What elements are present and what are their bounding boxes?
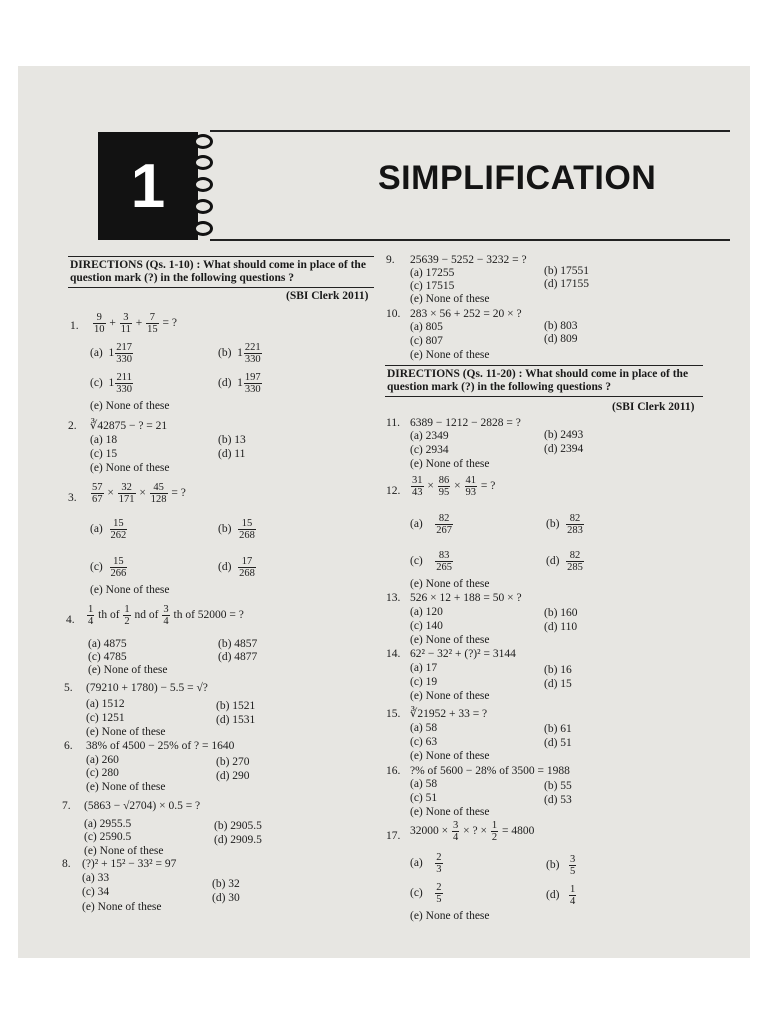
option-d: (d) $\frac{82}{285}$ [546, 550, 583, 573]
option-e: (e) None of these [410, 349, 490, 361]
option-e: (e) None of these [410, 293, 490, 305]
option-d: (d) $\frac{1}{4}$ [546, 884, 576, 907]
question-number: 13. [386, 592, 401, 604]
question-4-text: $\frac{1}{4}$ th of $\frac{1}{2}$ nd of $\frac{3}{4}$ th of 52000 = ? [88, 604, 244, 627]
directions-11-20: DIRECTIONS (Qs. 11-20) : What should come in place of the question mark (?) in the following questions ? [385, 365, 703, 397]
option-b: (b) $\frac{82}{283}$ [546, 513, 583, 536]
question-17-text: 32000 × $\frac{3}{4}$ × ? × $\frac{1}{2}$ = 4800 [410, 820, 535, 843]
option-b: (b) 32 [212, 878, 240, 890]
option-c: (c) 280 [86, 767, 119, 779]
option-e: (e) None of these [410, 690, 490, 702]
option-c: (c) 4785 [88, 651, 127, 663]
option-d: (d) $\frac{17}{268}$ [218, 556, 255, 579]
option-b: (b) 270 [216, 756, 250, 768]
option-d: (d) 809 [544, 333, 578, 345]
option-d: (d) 2394 [544, 443, 584, 455]
option-a: (a) $\frac{82}{267}$ [410, 513, 453, 536]
chapter-number: 1 [130, 152, 166, 221]
question-5-text: (79210 + 1780) − 5.5 = √? [86, 682, 208, 694]
binding-ring-icon [193, 199, 213, 214]
option-a: (a) 4875 [88, 638, 127, 650]
option-d: (d) 4877 [218, 651, 258, 663]
question-number: 2. [68, 420, 77, 432]
option-d: (d) 1 $\frac{197}{330}$ [218, 372, 261, 395]
question-number: 7. [62, 800, 71, 812]
option-c: (c) 63 [410, 736, 438, 748]
question-number: 12. [386, 485, 401, 497]
option-b: (b) 803 [544, 320, 578, 332]
option-b: (b) 1 $\frac{221}{330}$ [218, 342, 261, 365]
question-16-text: ?% of 5600 − 28% of 3500 = 1988 [410, 765, 570, 777]
option-a: (a) 260 [86, 754, 119, 766]
option-b: (b) 1521 [216, 700, 256, 712]
source-note: (SBI Clerk 2011) [286, 290, 369, 302]
option-e: (e) None of these [410, 634, 490, 646]
question-13-text: 526 × 12 + 188 = 50 × ? [410, 592, 522, 604]
option-b: (b) 17551 [544, 265, 590, 277]
option-a: (a) $\frac{15}{262}$ [90, 518, 127, 541]
option-e: (e) None of these [410, 458, 490, 470]
question-number: 5. [64, 682, 73, 694]
question-15-text: ∛21952 + 33 = ? [410, 708, 488, 720]
binding-ring-icon [193, 177, 213, 192]
chapter-title: SIMPLIFICATION [378, 159, 657, 197]
option-a: (a) 120 [410, 606, 443, 618]
option-b: (b) 13 [218, 434, 246, 446]
option-c: (c) 2934 [410, 444, 449, 456]
option-c: (c) 807 [410, 335, 443, 347]
option-d: (d) 51 [544, 737, 572, 749]
option-d: (d) 53 [544, 794, 572, 806]
question-number: 15. [386, 708, 401, 720]
option-e: (e) None of these [82, 901, 162, 913]
option-b: (b) 61 [544, 723, 572, 735]
question-1-text: $\frac{9}{10}$ + $\frac{3}{11}$ + $\frac{7}{15}$ = ? [94, 312, 177, 335]
option-a: (a) 58 [410, 778, 438, 790]
option-a: (a) 1512 [86, 698, 125, 710]
option-a: (a) 2955.5 [84, 818, 132, 830]
question-number: 14. [386, 648, 401, 660]
option-a: (a) 33 [82, 872, 110, 884]
question-8-text: (?)² + 15² − 33² = 97 [82, 858, 177, 870]
option-c: (c) 15 [90, 448, 118, 460]
option-e: (e) None of these [90, 462, 170, 474]
option-c: (c) $\frac{15}{266}$ [90, 556, 127, 579]
option-a: (a) 805 [410, 321, 443, 333]
option-b: (b) $\frac{3}{5}$ [546, 854, 576, 877]
option-d: (d) 11 [218, 448, 246, 460]
option-b: (b) $\frac{15}{268}$ [218, 518, 255, 541]
option-c: (c) 17515 [410, 280, 455, 292]
source-note: (SBI Clerk 2011) [612, 401, 695, 413]
option-d: (d) 110 [544, 621, 578, 633]
question-number: 3. [68, 492, 77, 504]
option-b: (b) 4857 [218, 638, 258, 650]
option-b: (b) 16 [544, 664, 572, 676]
directions-1-10: DIRECTIONS (Qs. 1-10) : What should come in place of the question mark (?) in the following questions ? [68, 256, 374, 288]
question-11-text: 6389 − 1212 − 2828 = ? [410, 417, 521, 429]
option-a: (a) 2349 [410, 430, 449, 442]
question-number: 17. [386, 830, 401, 842]
option-c: (c) 140 [410, 620, 443, 632]
option-c: (c) $\frac{83}{265}$ [410, 550, 453, 573]
question-3-text: $\frac{57}{67}$ × $\frac{32}{171}$ × $\frac{45}{128}$ = ? [92, 482, 186, 505]
option-c: (c) 1251 [86, 712, 125, 724]
option-c: (c) $\frac{2}{5}$ [410, 882, 442, 905]
option-c: (c) 2590.5 [84, 831, 132, 843]
header-rule-bottom [210, 239, 730, 241]
question-number: 4. [66, 614, 75, 626]
question-number: 8. [62, 858, 71, 870]
option-e: (e) None of these [410, 578, 490, 590]
option-c: (c) 51 [410, 792, 438, 804]
question-14-text: 62² − 32² + (?)² = 3144 [410, 648, 516, 660]
question-number: 10. [386, 308, 401, 320]
question-2-text: ∛42875 − ? = 21 [90, 420, 168, 432]
question-number: 6. [64, 740, 73, 752]
question-number: 9. [386, 254, 395, 266]
option-d: (d) 15 [544, 678, 572, 690]
option-e: (e) None of these [90, 584, 170, 596]
option-a: (a) $\frac{2}{3}$ [410, 852, 442, 875]
binding-ring-icon [193, 221, 213, 236]
option-e: (e) None of these [86, 781, 166, 793]
option-e: (e) None of these [88, 664, 168, 676]
binding-ring-icon [193, 134, 213, 149]
option-a: (a) 1 $\frac{217}{330}$ [90, 342, 133, 365]
option-b: (b) 55 [544, 780, 572, 792]
question-number: 11. [386, 417, 400, 429]
question-number: 16. [386, 765, 401, 777]
question-9-text: 25639 − 5252 − 3232 = ? [410, 254, 527, 266]
option-c: (c) 19 [410, 676, 438, 688]
option-b: (b) 2493 [544, 429, 584, 441]
option-a: (a) 58 [410, 722, 438, 734]
option-e: (e) None of these [90, 400, 170, 412]
option-a: (a) 17255 [410, 267, 455, 279]
option-d: (d) 17155 [544, 278, 590, 290]
option-d: (d) 30 [212, 892, 240, 904]
question-12-text: $\frac{31}{43}$ × $\frac{86}{95}$ × $\frac{41}{93}$ = ? [412, 475, 496, 498]
option-c: (c) 34 [82, 886, 110, 898]
chapter-number-box [98, 132, 198, 240]
option-c: (c) 1 $\frac{211}{330}$ [90, 372, 133, 395]
option-b: (b) 2905.5 [214, 820, 262, 832]
question-7-text: (5863 − √2704) × 0.5 = ? [84, 800, 201, 812]
binding-ring-icon [193, 155, 213, 170]
question-number: 1. [70, 320, 79, 332]
option-e: (e) None of these [86, 726, 166, 738]
header-rule-top [210, 130, 730, 132]
option-b: (b) 160 [544, 607, 578, 619]
option-e: (e) None of these [410, 910, 490, 922]
option-d: (d) 290 [216, 770, 250, 782]
question-6-text: 38% of 4500 − 25% of ? = 1640 [86, 740, 235, 752]
option-e: (e) None of these [410, 806, 490, 818]
option-d: (d) 2909.5 [214, 834, 262, 846]
question-10-text: 283 × 56 + 252 = 20 × ? [410, 308, 522, 320]
option-a: (a) 17 [410, 662, 438, 674]
option-a: (a) 18 [90, 434, 118, 446]
option-d: (d) 1531 [216, 714, 256, 726]
option-e: (e) None of these [84, 845, 164, 857]
option-e: (e) None of these [410, 750, 490, 762]
